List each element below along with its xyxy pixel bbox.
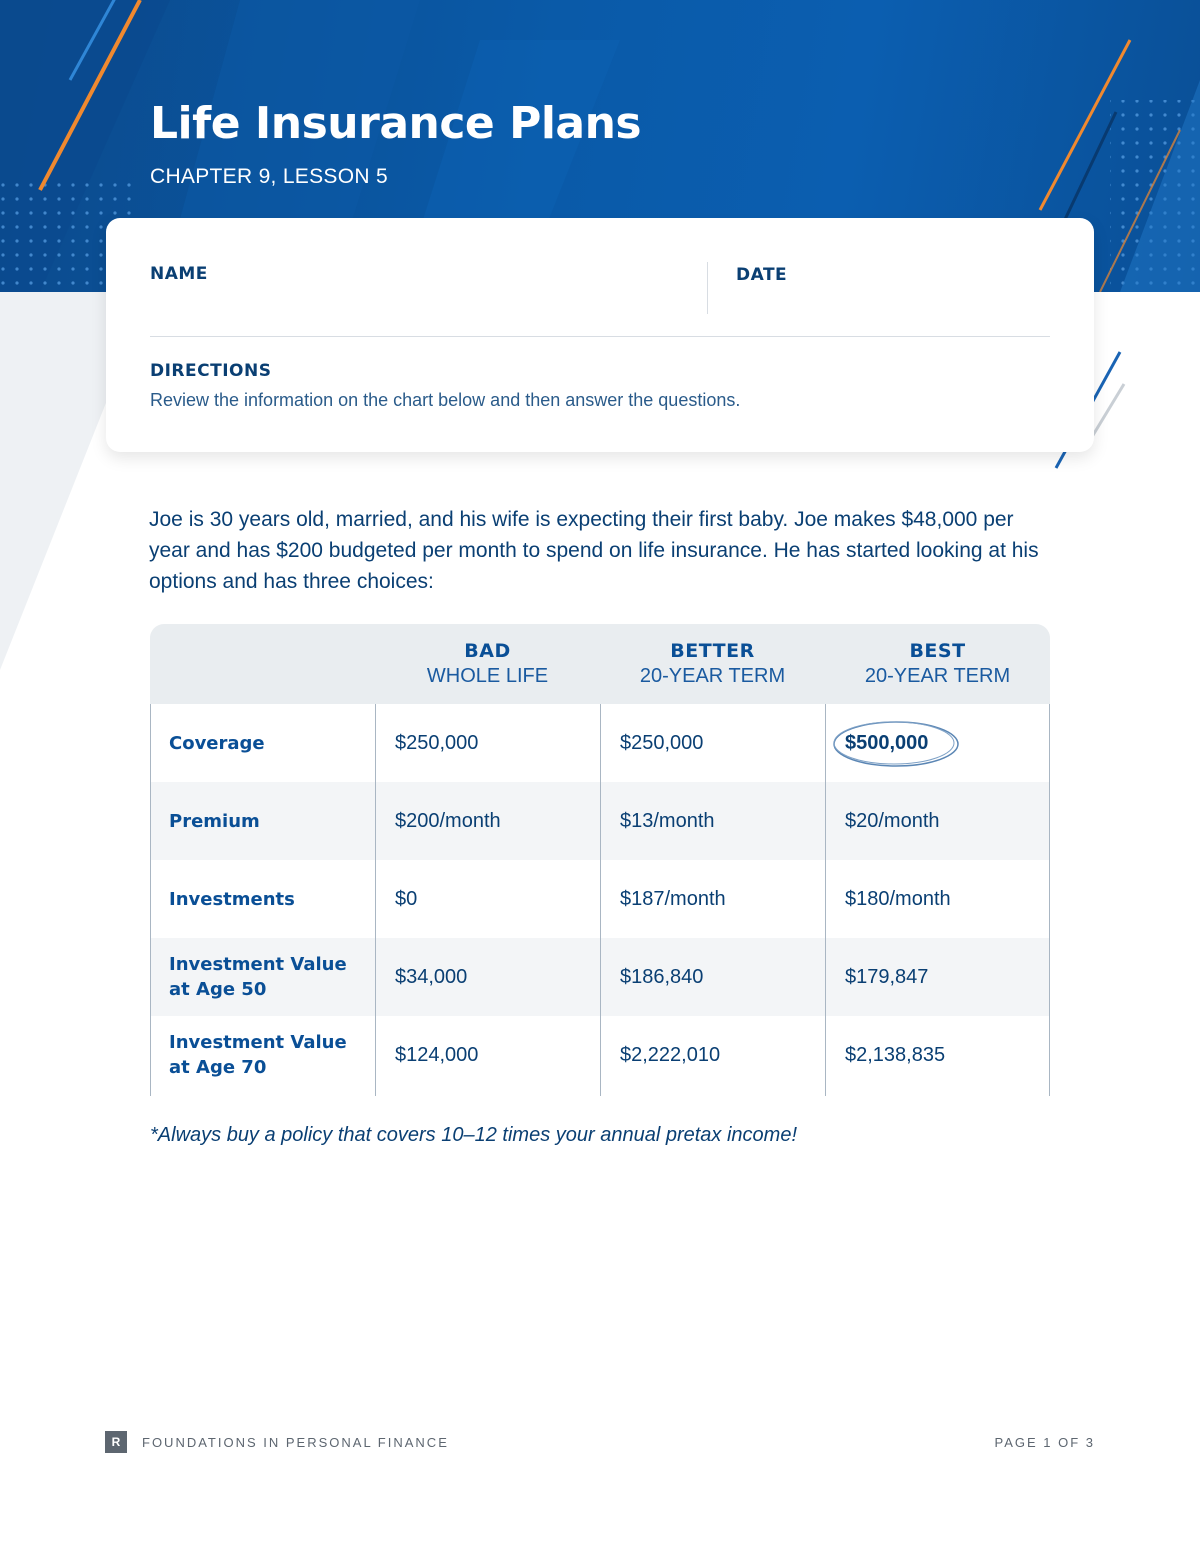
table-header	[150, 624, 1050, 704]
column-rank: BAD	[464, 640, 511, 662]
ramsey-logo-icon: R	[105, 1431, 127, 1453]
table-cell: $2,138,835	[845, 1043, 946, 1066]
table-cell: $13/month	[620, 809, 715, 832]
footer-page-number: PAGE 1 OF 3	[994, 1435, 1095, 1450]
table-cell: $186,840	[620, 965, 704, 988]
date-label: DATE	[736, 265, 788, 285]
row-label: Premium	[169, 810, 260, 832]
section-divider	[150, 336, 1050, 337]
footnote: *Always buy a policy that covers 10–12 times your annual pretax income!	[150, 1124, 798, 1146]
table-cell: $179,847	[845, 965, 929, 988]
table-cell: $187/month	[620, 887, 726, 910]
column-rank: BETTER	[670, 640, 755, 662]
row-label: Coverage	[169, 732, 265, 754]
table-cell: $124,000	[395, 1043, 479, 1066]
row-label: Investment Value at Age 70	[169, 1032, 347, 1078]
column-divider	[600, 704, 601, 1096]
table-cell: $250,000	[620, 731, 704, 754]
column-kind: WHOLE LIFE	[426, 665, 549, 687]
row-label: Investments	[169, 888, 295, 910]
intro-paragraph: Joe is 30 years old, married, and his wife is expecting their first baby. Joe makes $48,000 per year and has $200 budgeted per month to spend on life insurance. He has started looking at his options and has three choices:	[149, 508, 1039, 593]
column-rank: BEST	[909, 640, 966, 662]
table-cell: $0	[395, 887, 418, 910]
table-cell: $250,000	[395, 731, 479, 754]
column-kind: 20-YEAR TERM	[864, 665, 1011, 687]
column-header-bad	[375, 640, 600, 688]
table-cell-highlighted: $500,000	[845, 731, 929, 754]
directions-label: DIRECTIONS	[150, 361, 272, 381]
name-label: NAME	[150, 264, 208, 284]
table-cell: $2,222,010	[620, 1043, 721, 1066]
table-border	[150, 704, 151, 1096]
table-cell: $200/month	[395, 809, 501, 832]
highlight-circle	[830, 718, 962, 770]
column-divider	[375, 704, 376, 1096]
table-cell: $180/month	[845, 887, 951, 910]
page-title: Life Insurance Plans	[150, 98, 642, 149]
footer-course-title: FOUNDATIONS IN PERSONAL FINANCE	[142, 1435, 449, 1450]
directions-text: Review the information on the chart below and then answer the questions.	[150, 390, 741, 410]
column-header-best	[825, 640, 1050, 688]
row-label: Investment Value at Age 50	[169, 954, 347, 1000]
page-subtitle: CHAPTER 9, LESSON 5	[150, 165, 388, 188]
column-header-better	[600, 640, 825, 688]
table-cell: $20/month	[845, 809, 940, 832]
student-info-card	[106, 218, 1094, 452]
column-divider	[825, 704, 826, 1096]
column-kind: 20-YEAR TERM	[639, 665, 786, 687]
table-cell: $34,000	[395, 965, 468, 988]
table-border	[1049, 704, 1050, 1096]
field-divider	[707, 262, 708, 314]
